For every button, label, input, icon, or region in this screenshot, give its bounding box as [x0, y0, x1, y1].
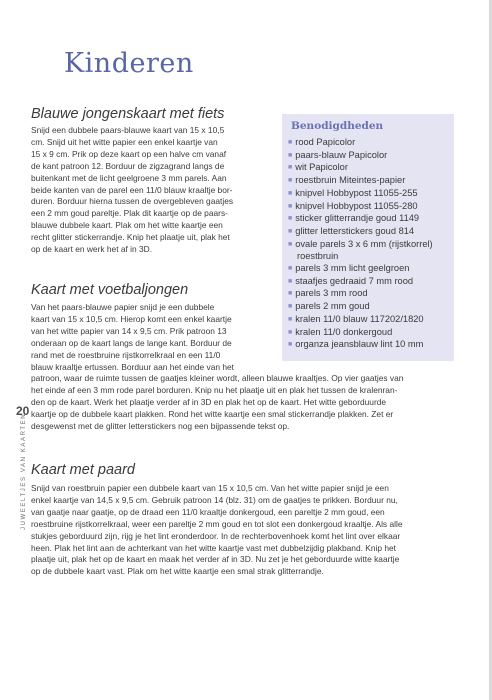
text-line: duren. Borduur hierna tussen de overgebleven gaatjes — [31, 196, 234, 207]
text-line: rand met de roestbruine rijstkorrelkraal en een 11/0 — [31, 349, 221, 360]
text-line: recht glitter stickerrandje. Knip het plaatje uit, plak het — [31, 232, 230, 243]
materials-item: ■ glitter letterstickers goud 814 — [288, 225, 415, 236]
materials-item: ■ staafjes gedraaid 7 mm rood — [288, 275, 414, 286]
text-line: op de dubbele kaart vast. Plak om het witte kaartje een smal strak glitterrandje. — [31, 566, 324, 577]
materials-item: ■ knipvel Hobbypost 11055-255 — [288, 187, 418, 198]
text-line: de kant patroon 12. Borduur de zigzagrand langs de — [31, 160, 225, 171]
materials-item: ■ knipvel Hobbypost 11055-280 — [288, 200, 418, 211]
materials-item: ■ parels 3 mm licht geelgroen — [288, 263, 410, 274]
bullet-icon: ■ — [288, 303, 293, 311]
text-line: stukjes geborduurd zijn, rijg je het lint eronderdoor. In de rechterbovenhoek komt het lint over elkaar — [31, 530, 401, 541]
bullet-icon: ■ — [288, 328, 293, 336]
text-line: blauwe dubbele kaart. Plak om het witte kaartje een — [31, 220, 223, 231]
section-heading-fiets: Blauwe jongenskaart met fiets — [31, 106, 225, 122]
text-line: heen. Plak het lint aan de achterkant van het witte kaartje vast met dubbelzijdig plakband. Knip het — [31, 542, 397, 553]
bullet-icon: ■ — [288, 240, 293, 248]
text-line: Snijd van roestbruin papier een dubbele kaart van 15 x 10,5 cm. Van het witte papier snijd je een — [31, 483, 389, 493]
text-line: buitenkant met de licht geelgroene 3 mm parels. Aan — [31, 172, 227, 183]
text-line: den op de kaart. Werk het plaatje verder af in 3D en plak het op de kaart. Het witte geborduurde — [31, 397, 387, 408]
text-line: plaatje uit, plak het op de kaart en maak het verder af in 3D. Nu zet je het geborduurde witte kaartje — [31, 554, 400, 565]
bullet-icon: ■ — [288, 227, 293, 235]
text-line: desgewenst met de glitter letterstickers nog een bijpassende tekst op. — [31, 421, 290, 432]
text-line: 15 x 9 cm. Prik op deze kaart op een halve cm vanaf — [31, 148, 227, 159]
text-line: cm. Snijd uit het witte papier een enkel kaartje van — [31, 136, 218, 147]
text-line: beide kanten van de parel een 11/0 blauw kraaltje bor- — [31, 184, 233, 195]
materials-title: Benodigdheden — [291, 120, 384, 132]
text-line: van gaatje naar gaatje, op de draad een 11/0 kraaltje donkergoud, een pareltje 2 mm goud, een — [31, 506, 385, 517]
text-line: onderaan op de kaart langs de lange kant. Borduur de — [31, 337, 232, 348]
text-line: van het witte papier van 14 x 9,5 cm. Prik patroon 13 — [31, 325, 227, 336]
bullet-icon: ■ — [288, 265, 293, 273]
bullet-icon: ■ — [288, 202, 293, 210]
text-line: een 2 mm goud pareltje. Plak dit kaartje op de paars- — [31, 208, 228, 219]
materials-item: ■ sticker glitterrandje goud 1149 — [288, 213, 420, 224]
text-line: kaart van 15 x 10,5 cm. Hierop komt een enkel kaartje — [31, 313, 232, 324]
page-title: Kinderen — [64, 48, 194, 79]
materials-item: ■ organza jeansblauw lint 10 mm — [288, 339, 424, 350]
bullet-icon: ■ — [288, 277, 293, 285]
materials-item: ■ paars-blauw Papicolor — [288, 149, 388, 160]
bullet-icon: ■ — [288, 189, 293, 197]
materials-item: ■ kralen 11/0 donkergoud — [288, 326, 393, 337]
bullet-icon: ■ — [288, 341, 293, 349]
side-running-title: JUWEELTJES VAN KAARTEN — [21, 412, 27, 530]
bullet-icon: ■ — [288, 151, 293, 159]
text-line: enkel kaartje van 14,5 x 9,5 cm. Gebruik patroon 14 (blz. 31) om de gaatjes te prikken. Borduur nu, — [31, 494, 398, 505]
text-line: het einde af een 3 mm rode parel borduren. Knip nu het plaatje uit en plak het tussen de kralenran- — [31, 385, 398, 396]
text-line: blauw kraaltje ertussen. Borduur aan het einde van het — [31, 361, 234, 372]
section-heading-paard: Kaart met paard — [31, 462, 135, 478]
page-number: 20 — [16, 404, 30, 418]
text-line: op de kaart en werk het af in 3D. — [31, 244, 153, 255]
bullet-icon: ■ — [288, 290, 293, 298]
materials-item: ■ ovale parels 3 x 6 mm (rijstkorrel) — [288, 238, 433, 249]
materials-item-continued: roestbruin — [297, 251, 339, 262]
text-line: Snijd een dubbele paars-blauwe kaart van 15 x 10,5 — [31, 125, 225, 135]
materials-item: ■ roestbruin Miteintes-papier — [288, 175, 406, 186]
section-body-paard — [31, 483, 471, 578]
bullet-icon: ■ — [288, 177, 293, 185]
text-line: patroon, waar de ruimte tussen de gaatjes kleiner wordt, alleen blauwe kraaltjes. Op vier gaatjes van — [31, 373, 404, 384]
text-line: kaartje op de dubbele kaart plakken. Rond het witte kaartje een smal stickerrandje plakken. Zet er — [31, 409, 394, 420]
materials-item: ■ parels 2 mm goud — [288, 301, 370, 312]
materials-item: ■ rood Papicolor — [288, 137, 356, 147]
bullet-icon: ■ — [288, 139, 293, 146]
materials-item: ■ kralen 11/0 blauw 117202/1820 — [288, 313, 424, 324]
bullet-icon: ■ — [288, 164, 293, 172]
bullet-icon: ■ — [288, 315, 293, 323]
text-line: Van het paars-blauwe papier snijd je een dubbele — [31, 302, 215, 312]
section-body-voetbal — [31, 302, 471, 433]
section-heading-voetbal: Kaart met voetbaljongen — [31, 282, 189, 298]
materials-item: ■ wit Papicolor — [288, 162, 348, 173]
materials-item: ■ parels 3 mm rood — [288, 288, 368, 299]
section-body-fiets — [31, 125, 276, 256]
text-line: roestbruine rijstkorrelkraal, weer een pareltje 2 mm goud en tot slot een donkergoud kraaltje. Als alle — [31, 518, 403, 529]
bullet-icon: ■ — [288, 215, 293, 223]
